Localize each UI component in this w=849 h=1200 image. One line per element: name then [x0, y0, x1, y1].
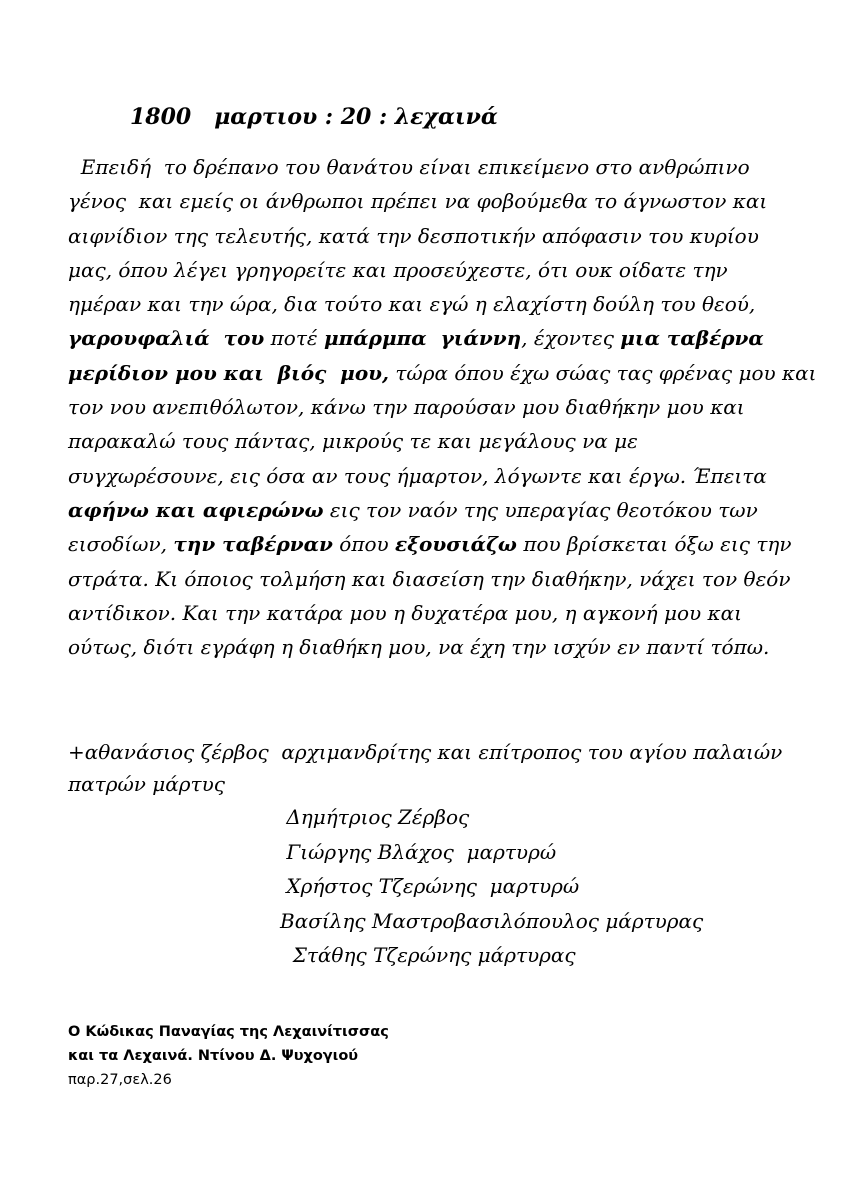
- text-segment: ούτως, διότι εγράφη η διαθήκη μου, να έχη την ισχύν εν παντί τόπω.: [68, 635, 770, 660]
- bold-text-segment: εξουσιάζω: [395, 532, 517, 557]
- text-segment: ημέραν και την ώρα, δια τούτο και εγώ η ελαχίστη δούλη του θεού,: [68, 292, 756, 317]
- signer-line: Βασίλης Μαστροβασιλόπουλος μάρτυρας: [280, 908, 704, 933]
- will-text-line: [68, 150, 788, 184]
- will-text-line: [68, 562, 791, 596]
- will-text-line: [68, 493, 788, 527]
- source-reference: παρ.27,σελ.26: [68, 1072, 172, 1088]
- text-segment: όπου: [332, 532, 396, 557]
- will-text: [68, 150, 817, 664]
- text-segment: τον νου ανεπιθόλωτον, κάνω την παρούσαν μου διαθήκην μου και: [68, 395, 745, 420]
- bold-text-segment: μια ταβέρνα: [620, 326, 764, 351]
- signer-line: Γιώργης Βλάχος μαρτυρώ: [280, 839, 557, 864]
- will-text-line: [68, 630, 788, 664]
- signer-line: Χρήστος Τζερώνης μαρτυρώ: [280, 874, 580, 898]
- bold-text-segment: μερίδιον μου και βιός μου,: [68, 360, 389, 385]
- text-segment: ποτέ: [264, 326, 324, 351]
- text-segment: εισοδίων,: [68, 532, 174, 557]
- text-segment: Επειδή το δρέπανο του θανάτου είναι επικείμενο στο ανθρώπινο: [68, 155, 750, 179]
- bold-text-segment: αφήνω και αφιερώνω: [68, 497, 324, 522]
- text-segment: εις τον ναόν της υπεραγίας θεοτόκου των: [323, 497, 758, 522]
- text-segment: παρακαλώ τους πάντας, μικρούς τε και μεγάλους να με: [68, 429, 638, 454]
- will-text-line: [68, 459, 788, 493]
- text-segment: , έχοντες: [521, 326, 621, 351]
- text-segment: αιφνίδιον της τελευτής, κατά την δεσποτικήν απόφασιν του κυρίου: [68, 223, 759, 248]
- will-text-line: [68, 356, 817, 390]
- will-text-line: [68, 527, 792, 561]
- signer-line: Δημήτριος Ζέρβος: [280, 805, 470, 829]
- source-title: Ο Κώδικας Παναγίας της Λεχαινίτισσας: [68, 1024, 389, 1040]
- bold-text-segment: μπάρμπα γιάννη: [324, 326, 522, 351]
- will-text-line: [68, 321, 788, 355]
- bold-text-segment: την ταβέρναν: [173, 532, 333, 557]
- source-citation: [68, 1020, 389, 1092]
- will-text-line: [68, 287, 788, 321]
- will-text-line: [68, 219, 788, 253]
- will-text-line: [68, 424, 788, 458]
- source-author: και τα Λεχαινά. Ντίνου Δ. Ψυχογιού: [68, 1048, 359, 1064]
- witness-line: +αθανάσιος ζέρβος αρχιμανδρίτης και επίτροπος του αγίου παλαιών: [68, 740, 783, 764]
- document-heading: 1800 μαρτιου : 20 : λεχαινά: [130, 104, 498, 130]
- text-segment: αντίδικον. Και την κατάρα μου η δυχατέρα μου, η αγκονή μου και: [68, 600, 743, 625]
- witness-statement: [68, 736, 798, 800]
- will-text-line: [68, 184, 788, 218]
- text-segment: συγχωρέσουνε, εις όσα αν τους ήμαρτον, λόγωντε και έργω. Έπειτα: [68, 463, 767, 488]
- text-segment: γένος και εμείς οι άνθρωποι πρέπει να φοβούμεθα το άγνωστον και: [68, 189, 768, 214]
- will-text-line: [68, 253, 788, 287]
- text-segment: τώρα όπου έχω σώας τας φρένας μου και: [389, 360, 817, 385]
- signers-list: [280, 800, 703, 973]
- text-segment: μας, όπου λέγει γρηγορείτε και προσεύχεστε, ότι ουκ οίδατε την: [68, 257, 728, 282]
- will-text-line: [68, 596, 788, 630]
- signer-line: Στάθης Τζερώνης μάρτυρας: [280, 943, 576, 967]
- will-text-line: [68, 390, 788, 424]
- text-segment: που βρίσκεται όξω εις την: [516, 532, 792, 557]
- bold-text-segment: γαρουφαλιά του: [68, 326, 265, 351]
- text-segment: στράτα. Κι όποιος τολμήση και διασείση την διαθήκην, νάχει τον θεόν: [68, 566, 791, 591]
- witness-line: πατρών μάρτυς: [68, 772, 225, 796]
